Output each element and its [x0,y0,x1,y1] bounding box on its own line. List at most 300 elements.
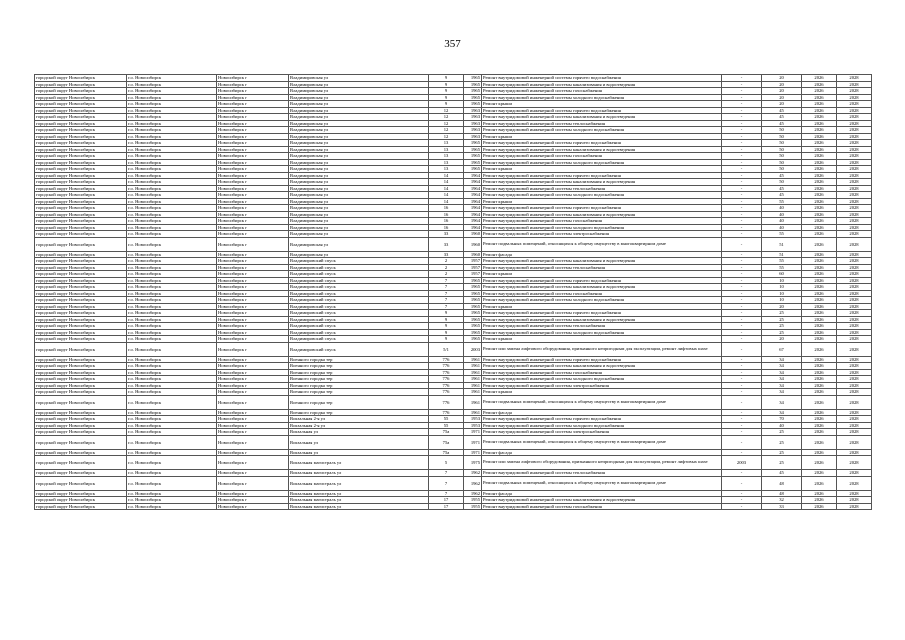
street-cell: Военного городка тер [289,356,429,363]
end-year-cell: 2028 [837,470,872,477]
street-cell: Владимировская ул [289,179,429,186]
duration-cell: 34 [762,409,802,416]
duration-cell: 50 [762,179,802,186]
street-cell: Владимировская ул [289,153,429,160]
house-cell: 13 [429,140,464,147]
end-year-cell: 2028 [837,422,872,429]
street-cell: Владимировская ул [289,172,429,179]
work-type-cell: Ремонт внутридомовой инженерной системы газоснабжения [482,503,722,510]
work-type-cell: Ремонт подвальных помещений, относящихся к общему имуществу в многоквартирном доме [482,435,722,449]
start-year-cell: 2026 [802,389,837,396]
city-cell: Новосибирск г [217,456,289,470]
district-cell: г.о. Новосибирск [127,449,217,456]
city-cell: Новосибирск г [217,107,289,114]
lift-year-cell: - [722,198,762,205]
duration-cell: 34 [762,356,802,363]
start-year-cell: 2026 [802,470,837,477]
district-cell: г.о. Новосибирск [127,146,217,153]
street-cell: Владимировская ул [289,218,429,225]
house-cell: 7 [429,284,464,291]
street-cell: Владимировская ул [289,146,429,153]
city-cell: Новосибирск г [217,376,289,383]
street-cell: Владимировская ул [289,211,429,218]
work-type-cell: Ремонт внутридомовой инженерной системы горячего водоснабжения [482,356,722,363]
house-cell: 14 [429,179,464,186]
house-cell: 9 [429,101,464,108]
start-year-cell: 2026 [802,290,837,297]
house-cell: 13 [429,166,464,173]
lift-year-cell: - [722,342,762,356]
lift-year-cell: - [722,497,762,504]
house-cell: 75а [429,429,464,436]
end-year-cell: 2028 [837,166,872,173]
municipality-cell: городской округ Новосибирск [35,449,127,456]
house-cell: 9 [429,88,464,95]
work-type-cell: Ремонт внутридомовой инженерной системы холодного водоснабжения [482,94,722,101]
end-year-cell: 2028 [837,456,872,470]
work-type-cell: Ремонт внутридомовой инженерной системы канализования и водоотведения [482,81,722,88]
year-cell: 1965 [464,336,482,343]
lift-year-cell: - [722,395,762,409]
start-year-cell: 2026 [802,342,837,356]
street-cell: Владимировская ул [289,88,429,95]
city-cell: Новосибирск г [217,198,289,205]
year-cell: 1957 [464,264,482,271]
district-cell: г.о. Новосибирск [127,336,217,343]
work-type-cell: Ремонт внутридомовой инженерной системы газоснабжения [482,88,722,95]
municipality-cell: городской округ Новосибирск [35,198,127,205]
city-cell: Новосибирск г [217,476,289,490]
house-cell: 75а [429,449,464,456]
year-cell: 2003 [464,342,482,356]
street-cell: Владимировский спуск [289,264,429,271]
municipality-cell: городской округ Новосибирск [35,429,127,436]
city-cell: Новосибирск г [217,284,289,291]
district-cell: г.о. Новосибирск [127,356,217,363]
duration-cell: 34 [762,376,802,383]
house-cell: 5/1 [429,342,464,356]
year-cell: 1963 [464,127,482,134]
work-type-cell: Ремонт фасада [482,490,722,497]
district-cell: г.о. Новосибирск [127,205,217,212]
end-year-cell: 2028 [837,172,872,179]
start-year-cell: 2026 [802,114,837,121]
end-year-cell: 2028 [837,211,872,218]
lift-year-cell: - [722,218,762,225]
street-cell: Владимировская ул [289,231,429,238]
lift-year-cell: - [722,153,762,160]
lift-year-cell: - [722,303,762,310]
end-year-cell: 2028 [837,271,872,278]
work-type-cell: Ремонт внутридомовой инженерной системы канализования и водоотведения [482,211,722,218]
city-cell: Новосибирск г [217,211,289,218]
street-cell: Вокзальная ул [289,449,429,456]
district-cell: г.о. Новосибирск [127,237,217,251]
end-year-cell: 2028 [837,369,872,376]
municipality-cell: городской округ Новосибирск [35,101,127,108]
duration-cell: 10 [762,284,802,291]
district-cell: г.о. Новосибирск [127,497,217,504]
start-year-cell: 2026 [802,211,837,218]
district-cell: г.о. Новосибирск [127,231,217,238]
house-cell: 33 [429,251,464,258]
end-year-cell: 2028 [837,127,872,134]
year-cell: 1971 [464,429,482,436]
lift-year-cell: - [722,363,762,370]
duration-cell: 20 [762,94,802,101]
lift-year-cell: 2003 [722,456,762,470]
district-cell: г.о. Новосибирск [127,284,217,291]
district-cell: г.о. Новосибирск [127,323,217,330]
house-cell: 776 [429,395,464,409]
city-cell: Новосибирск г [217,329,289,336]
duration-cell: 33 [762,503,802,510]
start-year-cell: 2026 [802,146,837,153]
municipality-cell: городской округ Новосибирск [35,382,127,389]
duration-cell: 40 [762,211,802,218]
city-cell: Новосибирск г [217,316,289,323]
duration-cell: 20 [762,88,802,95]
work-type-cell: Ремонт внутридомовой инженерной системы холодного водоснабжения [482,376,722,383]
work-type-cell: Ремонт внутридомовой инженерной системы горячего водоснабжения [482,140,722,147]
year-cell: 1957 [464,271,482,278]
house-cell: 16 [429,205,464,212]
end-year-cell: 2028 [837,140,872,147]
work-type-cell: Ремонт внутридомовой инженерной системы горячего водоснабжения [482,277,722,284]
city-cell: Новосибирск г [217,435,289,449]
street-cell: Владимировская ул [289,94,429,101]
street-cell: Военного городка тер [289,369,429,376]
work-type-cell: Ремонт крыши [482,101,722,108]
lift-year-cell: - [722,323,762,330]
year-cell: 1964 [464,205,482,212]
district-cell: г.о. Новосибирск [127,297,217,304]
district-cell: г.о. Новосибирск [127,211,217,218]
work-type-cell: Ремонт внутридомовой инженерной системы канализования и водоотведения [482,316,722,323]
duration-cell: 20 [762,336,802,343]
end-year-cell: 2028 [837,75,872,82]
district-cell: г.о. Новосибирск [127,363,217,370]
city-cell: Новосибирск г [217,81,289,88]
end-year-cell: 2028 [837,185,872,192]
district-cell: г.о. Новосибирск [127,369,217,376]
start-year-cell: 2026 [802,376,837,383]
start-year-cell: 2026 [802,179,837,186]
lift-year-cell: - [722,429,762,436]
end-year-cell: 2028 [837,284,872,291]
duration-cell: 51 [762,237,802,251]
city-cell: Новосибирск г [217,153,289,160]
start-year-cell: 2026 [802,435,837,449]
house-cell: 17 [429,503,464,510]
house-cell: 14 [429,192,464,199]
district-cell: г.о. Новосибирск [127,179,217,186]
house-cell: 9 [429,310,464,317]
city-cell: Новосибирск г [217,342,289,356]
municipality-cell: городской округ Новосибирск [35,310,127,317]
lift-year-cell: - [722,159,762,166]
house-cell: 33 [429,237,464,251]
end-year-cell: 2028 [837,342,872,356]
street-cell: Владимировская ул [289,198,429,205]
end-year-cell: 2028 [837,429,872,436]
street-cell: Владимировская ул [289,101,429,108]
work-type-cell: Ремонт внутридомовой инженерной системы холодного водоснабжения [482,329,722,336]
start-year-cell: 2026 [802,231,837,238]
year-cell: 1965 [464,153,482,160]
duration-cell: 50 [762,166,802,173]
end-year-cell: 2028 [837,94,872,101]
start-year-cell: 2026 [802,88,837,95]
work-type-cell: Ремонт внутридомовой инженерной системы холодного водоснабжения [482,192,722,199]
street-cell: Вокзальная магистраль ул [289,490,429,497]
house-cell: 16 [429,224,464,231]
municipality-cell: городской округ Новосибирск [35,127,127,134]
end-year-cell: 2028 [837,435,872,449]
lift-year-cell: - [722,81,762,88]
district-cell: г.о. Новосибирск [127,310,217,317]
end-year-cell: 2028 [837,114,872,121]
city-cell: Новосибирск г [217,218,289,225]
start-year-cell: 2026 [802,153,837,160]
city-cell: Новосибирск г [217,192,289,199]
year-cell: 1964 [464,198,482,205]
city-cell: Новосибирск г [217,290,289,297]
street-cell: Военного городка тер [289,389,429,396]
city-cell: Новосибирск г [217,490,289,497]
year-cell: 1965 [464,297,482,304]
duration-cell: 45 [762,470,802,477]
duration-cell: 40 [762,218,802,225]
end-year-cell: 2028 [837,153,872,160]
work-type-cell: Ремонт фасада [482,409,722,416]
street-cell: Владимировский спуск [289,290,429,297]
end-year-cell: 2028 [837,192,872,199]
lift-year-cell: - [722,382,762,389]
year-cell: 1963 [464,120,482,127]
municipality-cell: городской округ Новосибирск [35,251,127,258]
street-cell: Владимировская ул [289,185,429,192]
city-cell: Новосибирск г [217,101,289,108]
start-year-cell: 2026 [802,356,837,363]
municipality-cell: городской округ Новосибирск [35,316,127,323]
start-year-cell: 2026 [802,449,837,456]
city-cell: Новосибирск г [217,224,289,231]
lift-year-cell: - [722,376,762,383]
year-cell: 1965 [464,290,482,297]
city-cell: Новосибирск г [217,277,289,284]
table-row [35,476,872,490]
city-cell: Новосибирск г [217,336,289,343]
work-type-cell: Ремонт внутридомовой инженерной системы холодного водоснабжения [482,422,722,429]
duration-cell: 50 [762,153,802,160]
year-cell: 1961 [464,356,482,363]
municipality-cell: городской округ Новосибирск [35,172,127,179]
year-cell: 1965 [464,140,482,147]
district-cell: г.о. Новосибирск [127,389,217,396]
duration-cell: 34 [762,363,802,370]
end-year-cell: 2028 [837,290,872,297]
house-cell: 7 [429,290,464,297]
house-cell: 13 [429,153,464,160]
house-cell: 12 [429,127,464,134]
year-cell: 1964 [464,224,482,231]
year-cell: 1964 [464,179,482,186]
lift-year-cell: - [722,416,762,423]
house-cell: 13 [429,146,464,153]
house-cell: 9 [429,329,464,336]
work-type-cell: Ремонт внутридомовой инженерной системы канализования и водоотведения [482,258,722,265]
city-cell: Новосибирск г [217,323,289,330]
municipality-cell: городской округ Новосибирск [35,192,127,199]
year-cell: 1963 [464,133,482,140]
start-year-cell: 2026 [802,218,837,225]
duration-cell: 10 [762,277,802,284]
start-year-cell: 2026 [802,127,837,134]
start-year-cell: 2026 [802,205,837,212]
house-cell: 16 [429,218,464,225]
year-cell: 1962 [464,490,482,497]
year-cell: 1953 [464,416,482,423]
duration-cell: 25 [762,449,802,456]
start-year-cell: 2026 [802,316,837,323]
house-cell: 12 [429,107,464,114]
municipality-cell: городской округ Новосибирск [35,146,127,153]
start-year-cell: 2026 [802,94,837,101]
city-cell: Новосибирск г [217,146,289,153]
district-cell: г.о. Новосибирск [127,435,217,449]
duration-cell: 55 [762,198,802,205]
lift-year-cell: - [722,133,762,140]
house-cell: 14 [429,198,464,205]
work-type-cell: Ремонт крыши [482,303,722,310]
year-cell: 1953 [464,422,482,429]
district-cell: г.о. Новосибирск [127,101,217,108]
work-type-cell: Ремонт крыши [482,133,722,140]
house-cell: 55 [429,416,464,423]
end-year-cell: 2028 [837,490,872,497]
lift-year-cell: - [722,237,762,251]
municipality-cell: городской округ Новосибирск [35,470,127,477]
year-cell: 1965 [464,81,482,88]
street-cell: Вокзальная магистраль ул [289,470,429,477]
year-cell: 1955 [464,503,482,510]
street-cell: Владимировская ул [289,192,429,199]
lift-year-cell: - [722,205,762,212]
work-type-cell: Ремонт внутридомовой инженерной системы канализования и водоотведения [482,284,722,291]
start-year-cell: 2026 [802,503,837,510]
work-type-cell: Ремонт внутридомовой инженерной системы газоснабжения [482,290,722,297]
duration-cell: 10 [762,297,802,304]
house-cell: 9 [429,94,464,101]
district-cell: г.о. Новосибирск [127,159,217,166]
end-year-cell: 2028 [837,205,872,212]
lift-year-cell: - [722,297,762,304]
city-cell: Новосибирск г [217,369,289,376]
house-cell: 7 [429,277,464,284]
year-cell: 1965 [464,166,482,173]
house-cell: 9 [429,323,464,330]
house-cell: 7 [429,297,464,304]
work-type-cell: Ремонт внутридомовой инженерной системы канализования и водоотведения [482,497,722,504]
duration-cell: 50 [762,133,802,140]
start-year-cell: 2026 [802,271,837,278]
lift-year-cell: - [722,470,762,477]
city-cell: Новосибирск г [217,389,289,396]
end-year-cell: 2028 [837,376,872,383]
lift-year-cell: - [722,310,762,317]
street-cell: Вокзальная магистраль ул [289,497,429,504]
end-year-cell: 2028 [837,329,872,336]
district-cell: г.о. Новосибирск [127,218,217,225]
end-year-cell: 2028 [837,316,872,323]
lift-year-cell: - [722,271,762,278]
duration-cell: 25 [762,456,802,470]
municipality-cell: городской округ Новосибирск [35,342,127,356]
municipality-cell: городской округ Новосибирск [35,376,127,383]
city-cell: Новосибирск г [217,503,289,510]
municipality-cell: городской округ Новосибирск [35,185,127,192]
start-year-cell: 2026 [802,192,837,199]
work-type-cell: Ремонт внутридомовой инженерной системы холодного водоснабжения [482,159,722,166]
district-cell: г.о. Новосибирск [127,120,217,127]
duration-cell: 45 [762,120,802,127]
work-type-cell: Ремонт внутридомовой инженерной системы горячего водоснабжения [482,205,722,212]
duration-cell: 25 [762,316,802,323]
city-cell: Новосибирск г [217,205,289,212]
table-row [35,395,872,409]
house-cell: 5 [429,456,464,470]
municipality-cell: городской округ Новосибирск [35,277,127,284]
house-cell: 12 [429,133,464,140]
end-year-cell: 2028 [837,237,872,251]
year-cell: 1965 [464,94,482,101]
end-year-cell: 2028 [837,107,872,114]
city-cell: Новосибирск г [217,120,289,127]
municipality-cell: городской округ Новосибирск [35,422,127,429]
duration-cell: 20 [762,81,802,88]
year-cell: 1965 [464,310,482,317]
municipality-cell: городской округ Новосибирск [35,107,127,114]
district-cell: г.о. Новосибирск [127,456,217,470]
duration-cell: 25 [762,323,802,330]
work-type-cell: Ремонт крыши [482,271,722,278]
lift-year-cell: - [722,264,762,271]
duration-cell: 20 [762,101,802,108]
municipality-cell: городской округ Новосибирск [35,290,127,297]
district-cell: г.о. Новосибирск [127,198,217,205]
district-cell: г.о. Новосибирск [127,271,217,278]
lift-year-cell: - [722,107,762,114]
end-year-cell: 2028 [837,497,872,504]
lift-year-cell: - [722,290,762,297]
street-cell: Владимировский спуск [289,323,429,330]
end-year-cell: 2028 [837,101,872,108]
municipality-cell: городской округ Новосибирск [35,389,127,396]
duration-cell: 25 [762,329,802,336]
duration-cell: 45 [762,185,802,192]
street-cell: Владимировская ул [289,81,429,88]
work-type-cell: Ремонт внутридомовой инженерной системы холодного водоснабжения [482,224,722,231]
year-cell: 1961 [464,376,482,383]
street-cell: Владимировский спуск [289,329,429,336]
work-type-cell: Ремонт внутридомовой инженерной системы канализования и водоотведения [482,114,722,121]
municipality-cell: городской округ Новосибирск [35,490,127,497]
duration-cell: 51 [762,251,802,258]
district-cell: г.о. Новосибирск [127,75,217,82]
district-cell: г.о. Новосибирск [127,409,217,416]
street-cell: Владимировский спуск [289,277,429,284]
